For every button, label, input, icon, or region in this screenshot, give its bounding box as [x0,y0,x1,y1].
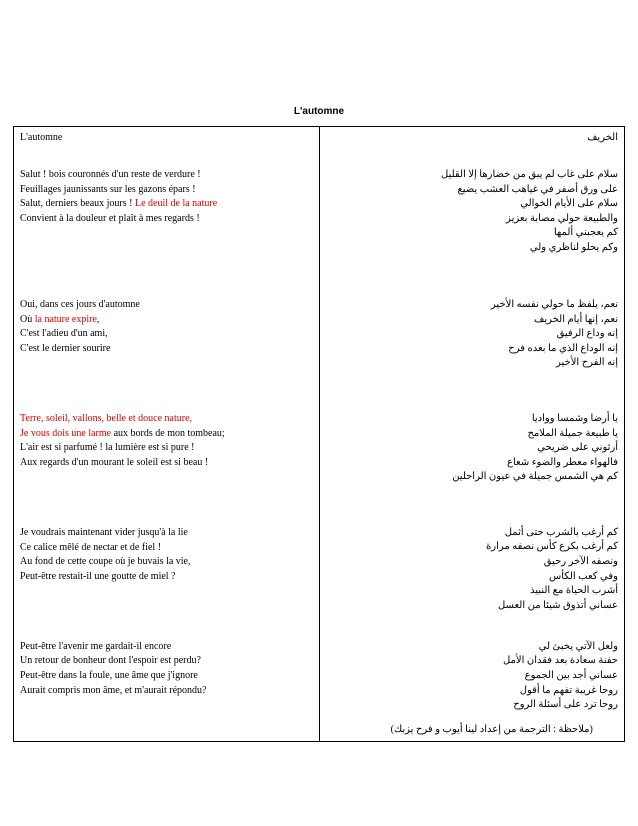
verse-text: Ce calice mêlé de nectar et de fiel ! [20,541,162,553]
french-verse-line [20,412,313,427]
arabic-verse-line: ولعل الآتي يخبئ لي [538,640,618,652]
verse-text: Salut ! bois couronnés d'un reste de verdure ! [20,169,201,180]
french-verse-line [20,327,313,342]
french-stanza [20,168,313,226]
french-stanza [20,298,313,356]
french-stanza [20,526,313,584]
arabic-verse-line: سلام على الأيام الخوالي [520,198,618,210]
verse-text: C'est le dernier sourire [20,342,111,354]
arabic-verse-line: كم هي الشمس جميلة في عيون الراحلين [452,471,618,483]
french-verse-line [20,684,313,699]
verse-text: , [96,313,100,325]
french-verse-line [20,541,313,556]
verse-text: C'est l'adieu d'un ami, [20,328,108,340]
arabic-verse-line: نعم، إنها أيام الخريف [534,313,618,325]
french-verse-line [20,441,313,456]
arabic-verse-line: روحا غريبة تفهم ما أقول [519,684,618,696]
verse-text: L'air est si parfumé ! la lumière est si pure ! [20,442,195,454]
arabic-verse-line: روحا ترد على أسئلة الروح [513,699,618,711]
french-verse-line [20,197,313,212]
arabic-stanza [326,298,619,371]
arabic-verse-line: نعم، يلفظ ما حولي نفسه الأخير [490,298,618,310]
arabic-verse-line: وكم يحلو لناظري ولي [529,241,618,253]
verse-text: Salut, derniers beaux jours ! [20,198,135,210]
arabic-stanza [326,412,619,485]
french-verse-line [20,183,313,198]
arabic-verse-line: يا طبيعة جميلة الملامح [527,427,618,439]
arabic-column [319,127,625,742]
highlighted-text: Je vous dois une larme [20,427,112,439]
arabic-verse-line: كم يعجبني ألمها [553,227,618,239]
verse-text: Je voudrais maintenant vider jusqu'à la lie [20,526,188,538]
verse-text: Aux regards d'un mourant le soleil est si beau ! [20,456,209,468]
arabic-verse-line: أشرب الحياة مع النبيذ [530,585,618,597]
french-verse-line [20,342,313,357]
arabic-verse-line: إنه الفرح الأخير [556,357,618,369]
highlighted-text: Terre, soleil, vallons, belle et douce nature, [20,412,193,424]
arabic-verse-line: سلام على غاب لم يبق من خضارها إلا القليل [441,169,618,180]
verse-text: Oui, dans ces jours d'automne [20,298,140,310]
arabic-verse-line: أرثوني على ضريحي [537,442,618,454]
french-verse-line [20,669,313,684]
arabic-verse-line: إنه وداع الرفيق [556,328,618,340]
arabic-verse-line: فالهواء معطر والضوء شعاع [507,456,618,468]
arabic-verse-line: وفي كعب الكأس [549,570,618,582]
verse-text: Aurait compris mon âme, et m'aurait répondu? [20,684,207,696]
verse-text: aux bords de mon tombeau; [111,427,225,439]
french-verse-line [20,654,313,669]
verse-text: Un retour de bonheur dont l'espoir est perdu? [20,655,201,667]
french-verse-line [20,313,313,328]
arabic-heading: الخريف [587,132,618,143]
document-title: L'automne [293,106,345,117]
french-verse-line [20,640,313,655]
arabic-verse-line: على ورق أصفر في غياهب العشب يضيع [457,183,618,195]
french-verse-line [20,168,313,183]
french-verse-line [20,555,313,570]
arabic-verse-line: عساني أتذوق شيئا من العسل [497,599,618,611]
arabic-verse-line: والطبيعة حولي مصابة بعزيز [506,212,618,224]
french-verse-line [20,298,313,313]
arabic-stanza [326,640,619,713]
arabic-verse-line: كم أرغب بكرع كأس نصفه مرارة [486,541,618,553]
french-verse-line [20,526,313,541]
french-stanza [20,640,313,698]
verse-text: Peut-être dans la foule, une âme que j'ignore [20,670,198,682]
highlighted-text: la nature expire [34,313,97,325]
french-verse-line [20,456,313,471]
french-column [14,127,320,742]
french-verse-line [20,427,313,442]
translation-note: (ملاحظة : الترجمة من إعداد لينا أيوب و فرح يزبك) [390,723,593,735]
french-heading: L'automne [20,132,63,143]
verse-text: Peut-être restait-il une goutte de miel ? [20,570,176,582]
french-verse-line [20,212,313,227]
arabic-stanza [326,526,619,614]
verse-text: Où [20,313,35,325]
verse-text: Au fond de cette coupe où je buvais la vie, [20,556,191,568]
arabic-verse-line: إنه الوداع الذي ما بعده فرح [508,342,618,354]
highlighted-text: Le deuil de la nature [134,198,218,210]
arabic-verse-line: كم أرغب بالشرب حتى أثمل [504,526,618,538]
arabic-stanza [326,168,619,256]
verse-text: Convient à la douleur et plaît à mes regards ! [20,212,200,224]
arabic-verse-line: ونصفه الآخر رحيق [543,556,618,568]
arabic-verse-line: يا أرضا وشمسا وواديا [531,412,618,424]
french-stanza [20,412,313,470]
table-row [14,127,625,742]
verse-text: Feuillages jaunissants sur les gazons épars ! [20,183,196,195]
arabic-verse-line: حفنة سعادة بعد فقدان الأمل [502,655,618,667]
verse-text: Peut-être l'avenir me gardait-il encore [20,640,172,652]
arabic-verse-line: عساني أجد بين الجموع [524,670,618,682]
french-verse-line [20,570,313,585]
poem-table [13,126,625,742]
